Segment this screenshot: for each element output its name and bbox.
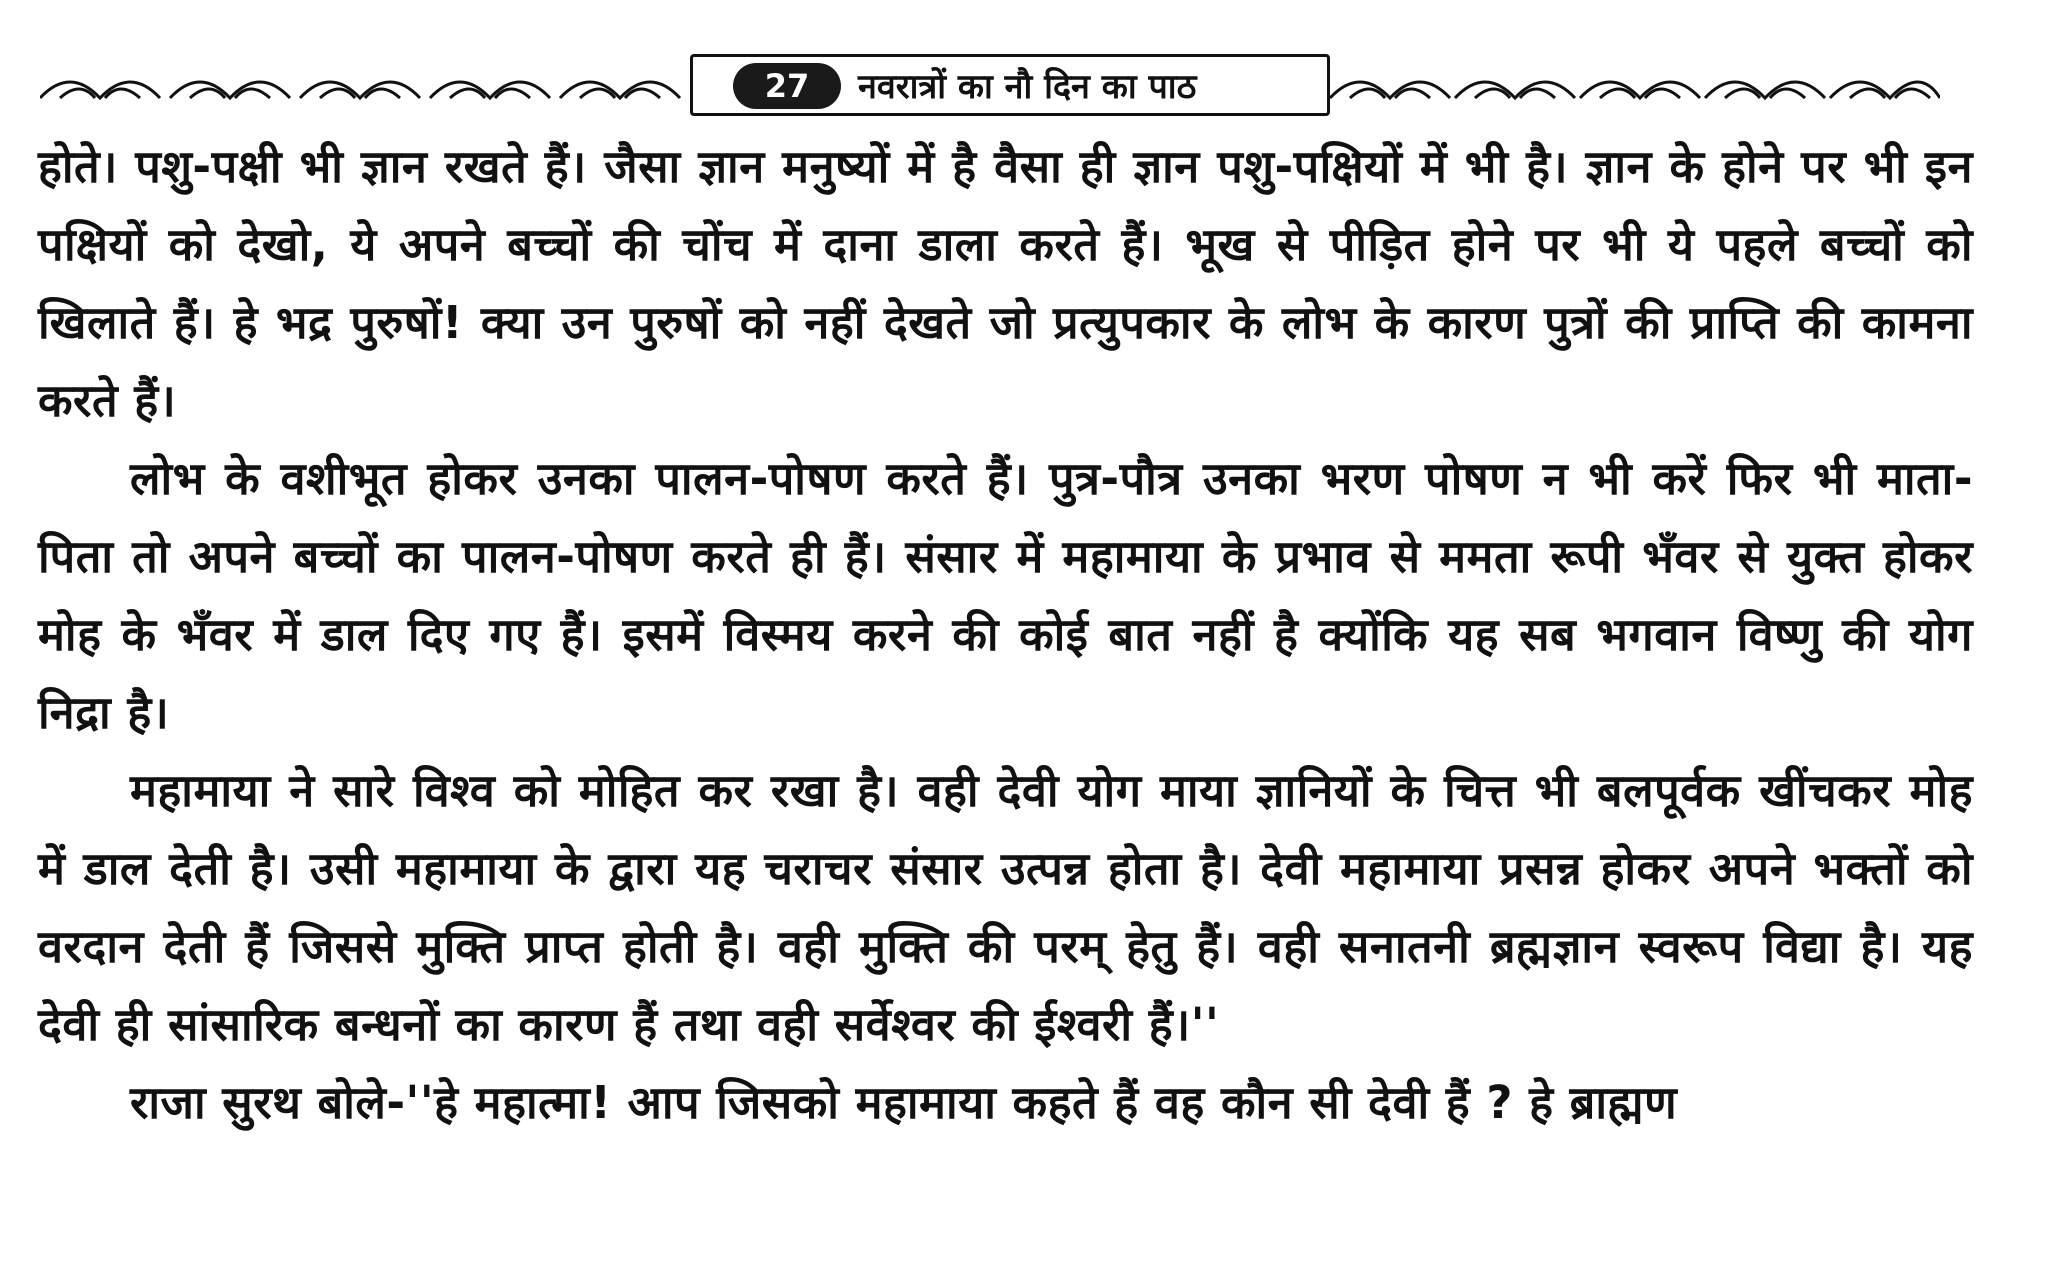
floral-border-icon bbox=[1330, 58, 1940, 114]
paragraph-2: लोभ के वशीभूत होकर उनका पालन-पोषण करते हैं। पुत्र-पौत्र उनका भरण पोषण न भी करें फिर भी माता-पिता तो अपने बच्चों का पालन-पोषण करते ही हैं। संसार में महामाया के प्रभाव से ममता रूपी भँवर से युक्त होकर मोह के भँवर में डाल दिए गए हैं। इसमें विस्मय करने की कोई बात नहीं है क्योंकि यह सब भगवान विष्णु की योग निद्रा है। bbox=[38, 452, 1973, 739]
page-number: 27 bbox=[733, 63, 841, 109]
paragraph-4: राजा सुरथ बोले-''हे महात्मा! आप जिसको महामाया कहते हैं वह कौन सी देवी हैं ? हे ब्राह्मण bbox=[130, 1076, 1678, 1129]
page-header bbox=[40, 54, 1940, 118]
header-title-box bbox=[690, 54, 1330, 116]
paragraph-3: महामाया ने सारे विश्व को मोहित कर रखा है। वही देवी योग माया ज्ञानियों के चित्त भी बलपूर्वक खींचकर मोह में डाल देती है। उसी महामाया के द्वारा यह चराचर संसार उत्पन्न होता है। देवी महामाया प्रसन्न होकर अपने भक्तों को वरदान देती हैं जिससे मुक्ति प्राप्त होती है। वही मुक्ति की परम् हेतु हैं। वही सनातनी ब्रह्मज्ञान स्वरूप विद्या है। यह देवी ही सांसारिक बन्धनों का कारण हैं तथा वही सर्वेश्वर की ईश्वरी हैं।'' bbox=[38, 764, 1973, 1051]
paragraph-1: होते। पशु-पक्षी भी ज्ञान रखते हैं। जैसा ज्ञान मनुष्यों में है वैसा ही ज्ञान पशु-पक्षियों में भी है। ज्ञान के होने पर भी इन पक्षियों को देखो, ये अपने बच्चों की चोंच में दाना डाला करते हैं। भूख से पीड़ित होने पर भी ये पहले बच्चों को खिलाते हैं। हे भद्र पुरुषों! क्या उन पुरुषों को नहीं देखते जो प्रत्युपकार के लोभ के कारण पुत्रों की प्राप्ति की कामना करते हैं। bbox=[38, 140, 1973, 427]
body-text bbox=[38, 128, 1973, 1142]
floral-border-icon bbox=[40, 58, 690, 114]
running-title: नवरात्रों का नौ दिन का पाठ bbox=[858, 67, 1197, 107]
